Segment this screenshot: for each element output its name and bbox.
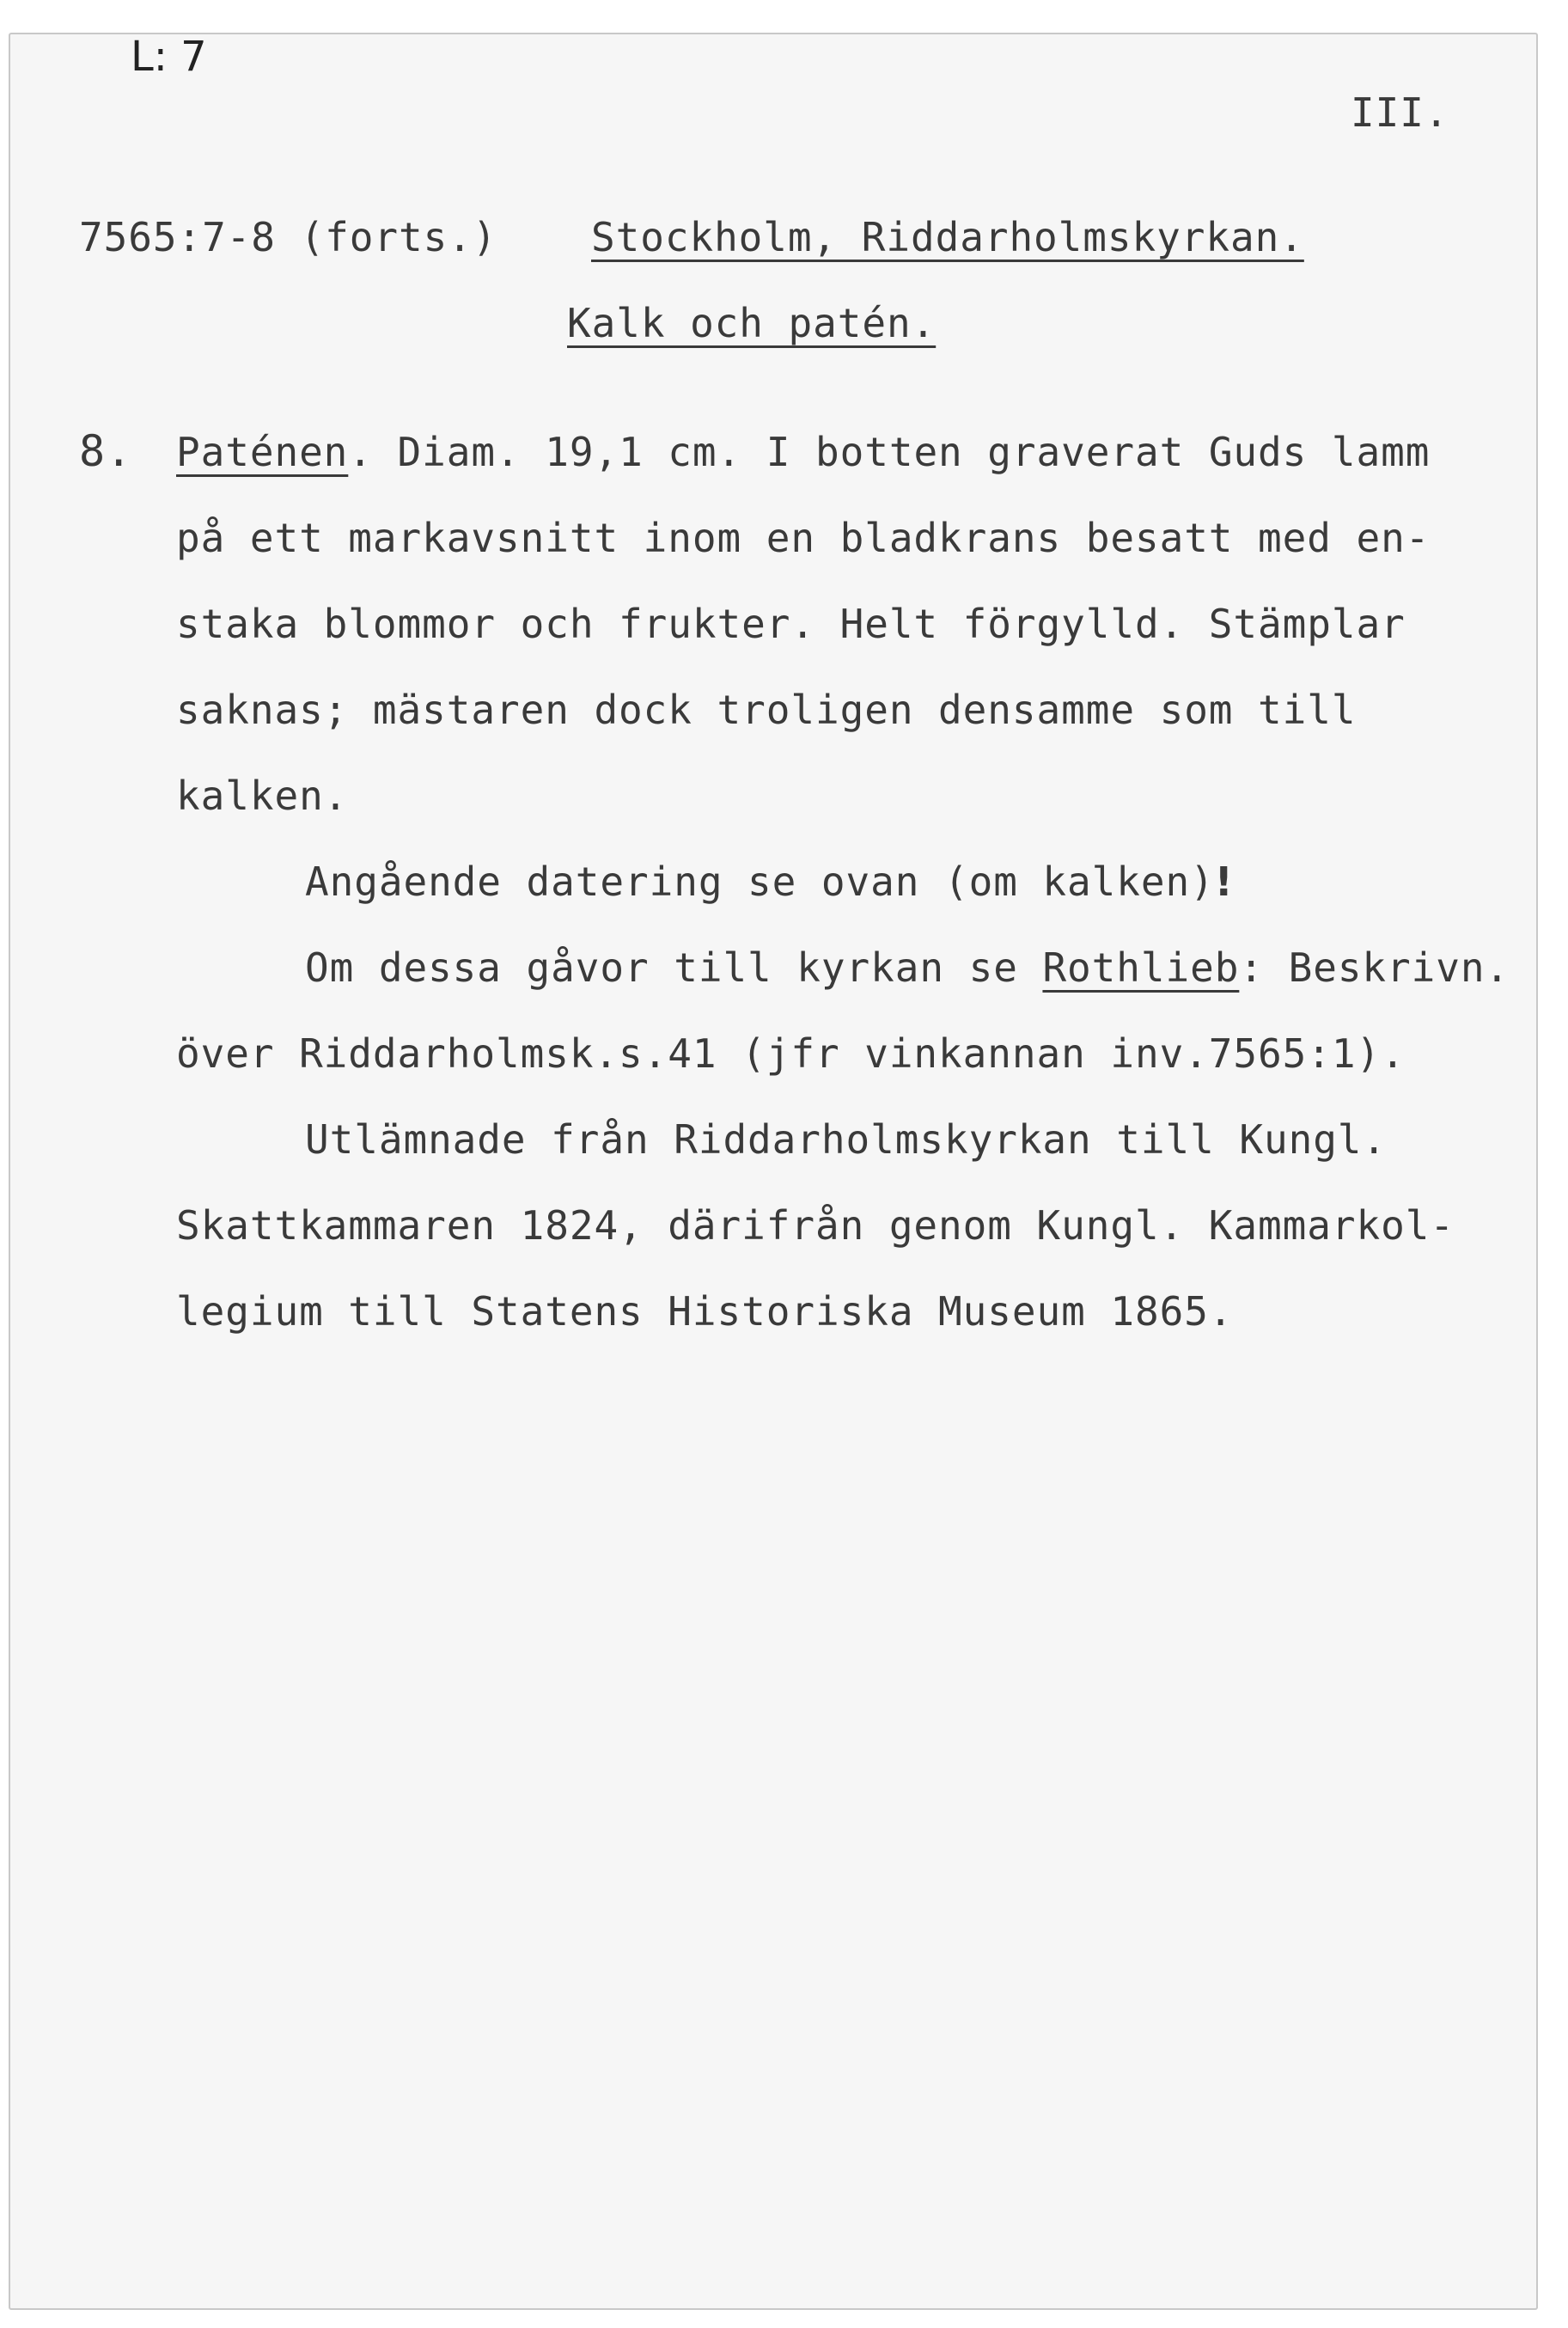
- dating-text: Angående datering se ovan (om kalken): [305, 858, 1215, 905]
- gifts-author-reference: Rothlieb: [1042, 944, 1240, 991]
- page-number: III.: [1351, 89, 1449, 136]
- dating-paragraph: [305, 858, 1234, 905]
- entry-title: Paténen: [176, 429, 349, 475]
- entry-number: 8.: [79, 426, 133, 476]
- gifts-text-before: Om dessa gåvor till kyrkan se: [305, 944, 1043, 991]
- entry-line-5: kalken.: [176, 773, 349, 819]
- dating-mark: !: [1214, 858, 1234, 905]
- gifts-line-2: över Riddarholmsk.s.41 (jfr vinkannan inv.7565:1).: [176, 1030, 1406, 1077]
- entry-line-1: [176, 429, 1431, 475]
- corner-handwritten-mark: L: 7: [131, 33, 207, 81]
- reference-number: 7565:7-8 (forts.): [79, 214, 497, 260]
- entry-line-3: staka blommor och frukter. Helt förgylld. Stämplar: [176, 601, 1406, 647]
- location-title: Stockholm, Riddarholmskyrkan.: [591, 214, 1304, 260]
- gifts-line-1: [305, 944, 1510, 991]
- entry-line-2: på ett markavsnitt inom en bladkrans besatt med en-: [176, 515, 1431, 561]
- entry-line-4: saknas; mästaren dock troligen densamme som till: [176, 687, 1357, 733]
- index-card: [9, 33, 1538, 2310]
- transfer-line-1: Utlämnade från Riddarholmskyrkan till Kungl.: [305, 1116, 1388, 1163]
- transfer-line-3: legium till Statens Historiska Museum 1865.: [176, 1288, 1234, 1335]
- entry-text-1: . Diam. 19,1 cm. I botten graverat Guds lamm: [348, 429, 1431, 475]
- object-subtitle: Kalk och patén.: [567, 300, 937, 346]
- transfer-line-2: Skattkammaren 1824, därifrån genom Kungl. Kammarkol-: [176, 1202, 1455, 1249]
- gifts-text-after: : Beskrivn.: [1239, 944, 1510, 991]
